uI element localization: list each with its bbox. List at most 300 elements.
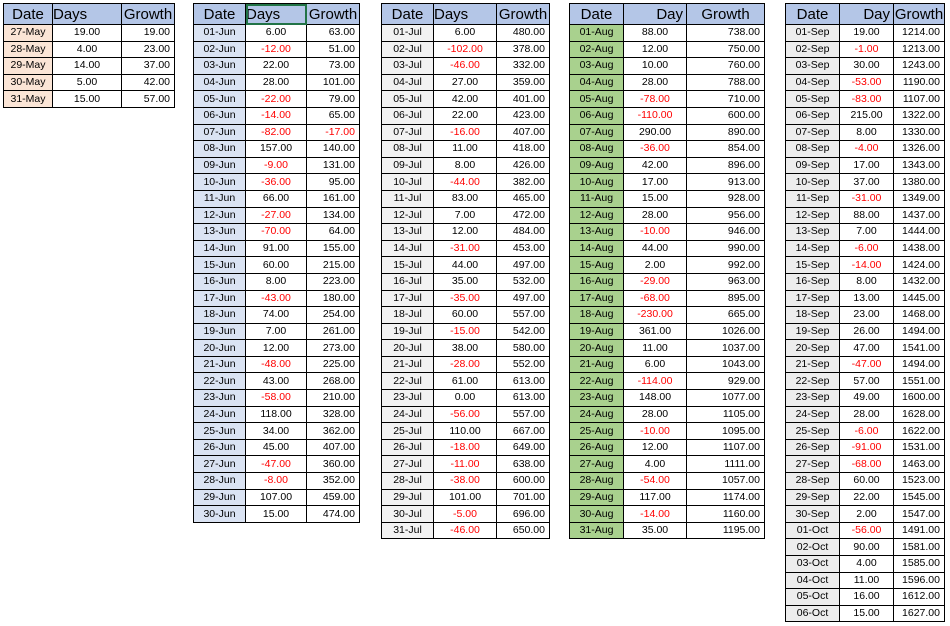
- date-cell[interactable]: 07-Sep: [786, 124, 840, 141]
- growth-cell[interactable]: 465.00: [497, 190, 550, 207]
- date-cell[interactable]: 17-Sep: [786, 290, 840, 307]
- growth-cell[interactable]: 1243.00: [894, 58, 945, 75]
- growth-cell[interactable]: 1026.00: [687, 323, 765, 340]
- date-cell[interactable]: 24-Sep: [786, 406, 840, 423]
- growth-header[interactable]: Growth: [122, 4, 175, 25]
- growth-cell[interactable]: 472.00: [497, 207, 550, 224]
- days-cell[interactable]: 6.00: [434, 25, 497, 42]
- days-cell[interactable]: -68.00: [840, 456, 894, 473]
- days-cell[interactable]: 101.00: [434, 489, 497, 506]
- growth-cell[interactable]: 1214.00: [894, 25, 945, 42]
- days-header[interactable]: Days: [246, 4, 307, 25]
- days-cell[interactable]: 44.00: [624, 240, 687, 257]
- growth-cell[interactable]: 890.00: [687, 124, 765, 141]
- date-cell[interactable]: 15-Aug: [570, 257, 624, 274]
- growth-cell[interactable]: 101.00: [307, 74, 360, 91]
- date-cell[interactable]: 27-Jul: [382, 456, 434, 473]
- days-cell[interactable]: 22.00: [434, 107, 497, 124]
- days-cell[interactable]: 28.00: [840, 406, 894, 423]
- days-cell[interactable]: -14.00: [840, 257, 894, 274]
- days-cell[interactable]: 6.00: [246, 25, 307, 42]
- days-cell[interactable]: 157.00: [246, 141, 307, 158]
- days-cell[interactable]: 60.00: [840, 473, 894, 490]
- growth-cell[interactable]: 352.00: [307, 473, 360, 490]
- growth-cell[interactable]: 453.00: [497, 240, 550, 257]
- date-cell[interactable]: 28-Sep: [786, 473, 840, 490]
- date-cell[interactable]: 20-Sep: [786, 340, 840, 357]
- date-cell[interactable]: 18-Jul: [382, 307, 434, 324]
- days-cell[interactable]: -44.00: [434, 174, 497, 191]
- growth-cell[interactable]: 1343.00: [894, 157, 945, 174]
- growth-cell[interactable]: 1380.00: [894, 174, 945, 191]
- growth-cell[interactable]: 928.00: [687, 190, 765, 207]
- growth-cell[interactable]: 1424.00: [894, 257, 945, 274]
- date-cell[interactable]: 01-Aug: [570, 25, 624, 42]
- date-cell[interactable]: 16-Jul: [382, 273, 434, 290]
- days-cell[interactable]: 7.00: [246, 323, 307, 340]
- growth-cell[interactable]: 929.00: [687, 373, 765, 390]
- growth-cell[interactable]: 1432.00: [894, 273, 945, 290]
- days-cell[interactable]: -14.00: [624, 506, 687, 523]
- days-cell[interactable]: 12.00: [434, 224, 497, 241]
- growth-cell[interactable]: 268.00: [307, 373, 360, 390]
- date-cell[interactable]: 07-Aug: [570, 124, 624, 141]
- date-cell[interactable]: 20-Jul: [382, 340, 434, 357]
- days-cell[interactable]: 90.00: [840, 539, 894, 556]
- date-cell[interactable]: 08-Sep: [786, 141, 840, 158]
- date-cell[interactable]: 21-Jun: [194, 356, 246, 373]
- days-cell[interactable]: 43.00: [246, 373, 307, 390]
- days-cell[interactable]: 15.00: [246, 506, 307, 523]
- days-cell[interactable]: 4.00: [624, 456, 687, 473]
- date-cell[interactable]: 08-Jun: [194, 141, 246, 158]
- days-header[interactable]: Days: [53, 4, 122, 25]
- days-cell[interactable]: -29.00: [624, 273, 687, 290]
- growth-cell[interactable]: 738.00: [687, 25, 765, 42]
- growth-cell[interactable]: 696.00: [497, 506, 550, 523]
- growth-cell[interactable]: 557.00: [497, 406, 550, 423]
- date-cell[interactable]: 30-Sep: [786, 506, 840, 523]
- growth-cell[interactable]: 418.00: [497, 141, 550, 158]
- date-cell[interactable]: 24-Jun: [194, 406, 246, 423]
- days-cell[interactable]: -1.00: [840, 41, 894, 58]
- growth-cell[interactable]: 1330.00: [894, 124, 945, 141]
- date-cell[interactable]: 23-Sep: [786, 390, 840, 407]
- days-cell[interactable]: 11.00: [434, 141, 497, 158]
- date-cell[interactable]: 25-Jul: [382, 423, 434, 440]
- days-cell[interactable]: 7.00: [840, 224, 894, 241]
- days-cell[interactable]: 8.00: [434, 157, 497, 174]
- days-cell[interactable]: 88.00: [840, 207, 894, 224]
- days-cell[interactable]: 6.00: [624, 356, 687, 373]
- days-cell[interactable]: -43.00: [246, 290, 307, 307]
- date-cell[interactable]: 05-Aug: [570, 91, 624, 108]
- days-cell[interactable]: 7.00: [434, 207, 497, 224]
- date-cell[interactable]: 29-Aug: [570, 489, 624, 506]
- date-cell[interactable]: 17-Aug: [570, 290, 624, 307]
- date-cell[interactable]: 31-May: [4, 91, 53, 108]
- date-cell[interactable]: 21-Jul: [382, 356, 434, 373]
- date-cell[interactable]: 11-Sep: [786, 190, 840, 207]
- growth-cell[interactable]: 580.00: [497, 340, 550, 357]
- growth-cell[interactable]: 1545.00: [894, 489, 945, 506]
- days-cell[interactable]: -48.00: [246, 356, 307, 373]
- days-cell[interactable]: 215.00: [840, 107, 894, 124]
- days-cell[interactable]: 4.00: [840, 556, 894, 573]
- date-header[interactable]: Date: [382, 4, 434, 25]
- growth-cell[interactable]: 1491.00: [894, 522, 945, 539]
- days-cell[interactable]: -15.00: [434, 323, 497, 340]
- days-cell[interactable]: -58.00: [246, 390, 307, 407]
- date-cell[interactable]: 04-Oct: [786, 572, 840, 589]
- days-cell[interactable]: 28.00: [246, 74, 307, 91]
- date-cell[interactable]: 25-Aug: [570, 423, 624, 440]
- days-cell[interactable]: -68.00: [624, 290, 687, 307]
- days-header[interactable]: Day: [624, 4, 687, 25]
- growth-cell[interactable]: 990.00: [687, 240, 765, 257]
- date-cell[interactable]: 29-Sep: [786, 489, 840, 506]
- growth-cell[interactable]: 1628.00: [894, 406, 945, 423]
- days-cell[interactable]: -35.00: [434, 290, 497, 307]
- date-cell[interactable]: 28-Aug: [570, 473, 624, 490]
- date-cell[interactable]: 22-Sep: [786, 373, 840, 390]
- date-cell[interactable]: 22-Jun: [194, 373, 246, 390]
- growth-cell[interactable]: 760.00: [687, 58, 765, 75]
- days-cell[interactable]: 16.00: [840, 589, 894, 606]
- date-cell[interactable]: 13-Aug: [570, 224, 624, 241]
- days-cell[interactable]: 14.00: [53, 58, 122, 75]
- date-cell[interactable]: 24-Jul: [382, 406, 434, 423]
- days-cell[interactable]: 0.00: [434, 390, 497, 407]
- growth-cell[interactable]: 1322.00: [894, 107, 945, 124]
- date-cell[interactable]: 17-Jun: [194, 290, 246, 307]
- days-cell[interactable]: 2.00: [840, 506, 894, 523]
- growth-cell[interactable]: 1494.00: [894, 356, 945, 373]
- growth-cell[interactable]: 1160.00: [687, 506, 765, 523]
- growth-cell[interactable]: 1622.00: [894, 423, 945, 440]
- days-cell[interactable]: 290.00: [624, 124, 687, 141]
- date-cell[interactable]: 18-Jun: [194, 307, 246, 324]
- growth-cell[interactable]: 64.00: [307, 224, 360, 241]
- date-cell[interactable]: 18-Aug: [570, 307, 624, 324]
- date-cell[interactable]: 01-Jul: [382, 25, 434, 42]
- days-cell[interactable]: 42.00: [434, 91, 497, 108]
- days-cell[interactable]: 15.00: [53, 91, 122, 108]
- date-cell[interactable]: 11-Jun: [194, 190, 246, 207]
- date-cell[interactable]: 01-Oct: [786, 522, 840, 539]
- days-cell[interactable]: -114.00: [624, 373, 687, 390]
- growth-cell[interactable]: 134.00: [307, 207, 360, 224]
- date-cell[interactable]: 04-Aug: [570, 74, 624, 91]
- growth-cell[interactable]: 328.00: [307, 406, 360, 423]
- days-cell[interactable]: -9.00: [246, 157, 307, 174]
- date-cell[interactable]: 15-Jul: [382, 257, 434, 274]
- days-cell[interactable]: 13.00: [840, 290, 894, 307]
- date-cell[interactable]: 03-Jun: [194, 58, 246, 75]
- days-cell[interactable]: 88.00: [624, 25, 687, 42]
- date-cell[interactable]: 23-Jul: [382, 390, 434, 407]
- growth-cell[interactable]: 1043.00: [687, 356, 765, 373]
- date-cell[interactable]: 10-Sep: [786, 174, 840, 191]
- date-cell[interactable]: 25-Sep: [786, 423, 840, 440]
- days-cell[interactable]: 12.00: [624, 439, 687, 456]
- days-cell[interactable]: 35.00: [624, 522, 687, 539]
- growth-cell[interactable]: 362.00: [307, 423, 360, 440]
- date-cell[interactable]: 07-Jul: [382, 124, 434, 141]
- date-cell[interactable]: 10-Aug: [570, 174, 624, 191]
- date-cell[interactable]: 09-Aug: [570, 157, 624, 174]
- days-cell[interactable]: 23.00: [840, 307, 894, 324]
- date-cell[interactable]: 03-Oct: [786, 556, 840, 573]
- date-cell[interactable]: 11-Jul: [382, 190, 434, 207]
- days-cell[interactable]: 17.00: [624, 174, 687, 191]
- date-cell[interactable]: 21-Sep: [786, 356, 840, 373]
- growth-cell[interactable]: 1581.00: [894, 539, 945, 556]
- growth-cell[interactable]: 378.00: [497, 41, 550, 58]
- days-cell[interactable]: 74.00: [246, 307, 307, 324]
- days-cell[interactable]: -56.00: [434, 406, 497, 423]
- days-cell[interactable]: 12.00: [246, 340, 307, 357]
- days-cell[interactable]: 28.00: [624, 74, 687, 91]
- growth-cell[interactable]: 1437.00: [894, 207, 945, 224]
- date-cell[interactable]: 15-Jun: [194, 257, 246, 274]
- growth-cell[interactable]: 1596.00: [894, 572, 945, 589]
- days-cell[interactable]: -12.00: [246, 41, 307, 58]
- growth-cell[interactable]: 552.00: [497, 356, 550, 373]
- date-cell[interactable]: 13-Sep: [786, 224, 840, 241]
- days-cell[interactable]: 15.00: [624, 190, 687, 207]
- days-cell[interactable]: 10.00: [624, 58, 687, 75]
- date-cell[interactable]: 03-Jul: [382, 58, 434, 75]
- days-cell[interactable]: 22.00: [840, 489, 894, 506]
- growth-cell[interactable]: 532.00: [497, 273, 550, 290]
- growth-cell[interactable]: 225.00: [307, 356, 360, 373]
- date-cell[interactable]: 24-Aug: [570, 406, 624, 423]
- growth-cell[interactable]: 649.00: [497, 439, 550, 456]
- growth-cell[interactable]: 1077.00: [687, 390, 765, 407]
- date-cell[interactable]: 10-Jun: [194, 174, 246, 191]
- date-cell[interactable]: 31-Jul: [382, 522, 434, 539]
- growth-cell[interactable]: 1585.00: [894, 556, 945, 573]
- days-cell[interactable]: -230.00: [624, 307, 687, 324]
- days-cell[interactable]: 91.00: [246, 240, 307, 257]
- days-cell[interactable]: -38.00: [434, 473, 497, 490]
- date-cell[interactable]: 12-Jun: [194, 207, 246, 224]
- days-cell[interactable]: 60.00: [434, 307, 497, 324]
- date-cell[interactable]: 06-Jun: [194, 107, 246, 124]
- growth-cell[interactable]: 963.00: [687, 273, 765, 290]
- growth-cell[interactable]: 613.00: [497, 390, 550, 407]
- days-cell[interactable]: 30.00: [840, 58, 894, 75]
- date-cell[interactable]: 06-Sep: [786, 107, 840, 124]
- date-cell[interactable]: 12-Jul: [382, 207, 434, 224]
- days-cell[interactable]: 4.00: [53, 41, 122, 58]
- growth-cell[interactable]: 19.00: [122, 25, 175, 42]
- date-cell[interactable]: 23-Aug: [570, 390, 624, 407]
- growth-cell[interactable]: 332.00: [497, 58, 550, 75]
- days-cell[interactable]: -27.00: [246, 207, 307, 224]
- days-cell[interactable]: 15.00: [840, 605, 894, 622]
- growth-cell[interactable]: 261.00: [307, 323, 360, 340]
- days-cell[interactable]: -110.00: [624, 107, 687, 124]
- growth-cell[interactable]: 37.00: [122, 58, 175, 75]
- days-cell[interactable]: -83.00: [840, 91, 894, 108]
- days-cell[interactable]: -8.00: [246, 473, 307, 490]
- days-cell[interactable]: 19.00: [53, 25, 122, 42]
- date-cell[interactable]: 05-Jul: [382, 91, 434, 108]
- date-cell[interactable]: 23-Jun: [194, 390, 246, 407]
- growth-cell[interactable]: 215.00: [307, 257, 360, 274]
- date-cell[interactable]: 30-May: [4, 74, 53, 91]
- growth-cell[interactable]: 946.00: [687, 224, 765, 241]
- date-cell[interactable]: 31-Aug: [570, 522, 624, 539]
- date-cell[interactable]: 12-Sep: [786, 207, 840, 224]
- days-cell[interactable]: 66.00: [246, 190, 307, 207]
- growth-cell[interactable]: 750.00: [687, 41, 765, 58]
- growth-cell[interactable]: 1551.00: [894, 373, 945, 390]
- growth-cell[interactable]: 992.00: [687, 257, 765, 274]
- growth-cell[interactable]: 1111.00: [687, 456, 765, 473]
- growth-cell[interactable]: 710.00: [687, 91, 765, 108]
- date-cell[interactable]: 14-Jun: [194, 240, 246, 257]
- days-cell[interactable]: -28.00: [434, 356, 497, 373]
- days-cell[interactable]: -53.00: [840, 74, 894, 91]
- growth-header[interactable]: Growth: [687, 4, 765, 25]
- date-cell[interactable]: 27-May: [4, 25, 53, 42]
- growth-cell[interactable]: 474.00: [307, 506, 360, 523]
- days-cell[interactable]: 28.00: [624, 406, 687, 423]
- date-cell[interactable]: 19-Aug: [570, 323, 624, 340]
- growth-header[interactable]: Growth: [497, 4, 550, 25]
- growth-cell[interactable]: 140.00: [307, 141, 360, 158]
- date-cell[interactable]: 07-Jun: [194, 124, 246, 141]
- growth-cell[interactable]: 1190.00: [894, 74, 945, 91]
- growth-cell[interactable]: 1438.00: [894, 240, 945, 257]
- growth-cell[interactable]: 459.00: [307, 489, 360, 506]
- growth-cell[interactable]: 95.00: [307, 174, 360, 191]
- date-cell[interactable]: 09-Sep: [786, 157, 840, 174]
- date-cell[interactable]: 04-Jun: [194, 74, 246, 91]
- growth-cell[interactable]: 896.00: [687, 157, 765, 174]
- growth-cell[interactable]: 1541.00: [894, 340, 945, 357]
- days-cell[interactable]: -5.00: [434, 506, 497, 523]
- date-cell[interactable]: 20-Aug: [570, 340, 624, 357]
- growth-cell[interactable]: 1494.00: [894, 323, 945, 340]
- days-cell[interactable]: 60.00: [246, 257, 307, 274]
- days-cell[interactable]: 117.00: [624, 489, 687, 506]
- date-cell[interactable]: 05-Sep: [786, 91, 840, 108]
- growth-cell[interactable]: 382.00: [497, 174, 550, 191]
- days-cell[interactable]: 38.00: [434, 340, 497, 357]
- date-cell[interactable]: 20-Jun: [194, 340, 246, 357]
- growth-cell[interactable]: 57.00: [122, 91, 175, 108]
- days-cell[interactable]: 27.00: [434, 74, 497, 91]
- date-cell[interactable]: 15-Sep: [786, 257, 840, 274]
- date-cell[interactable]: 26-Jul: [382, 439, 434, 456]
- growth-cell[interactable]: 542.00: [497, 323, 550, 340]
- days-cell[interactable]: 11.00: [840, 572, 894, 589]
- growth-cell[interactable]: 650.00: [497, 522, 550, 539]
- growth-cell[interactable]: 701.00: [497, 489, 550, 506]
- growth-cell[interactable]: 1600.00: [894, 390, 945, 407]
- days-cell[interactable]: -36.00: [624, 141, 687, 158]
- days-cell[interactable]: -10.00: [624, 224, 687, 241]
- days-cell[interactable]: 5.00: [53, 74, 122, 91]
- growth-cell[interactable]: 254.00: [307, 307, 360, 324]
- days-cell[interactable]: -10.00: [624, 423, 687, 440]
- date-cell[interactable]: 13-Jun: [194, 224, 246, 241]
- days-cell[interactable]: -14.00: [246, 107, 307, 124]
- date-cell[interactable]: 09-Jun: [194, 157, 246, 174]
- date-cell[interactable]: 01-Jun: [194, 25, 246, 42]
- growth-cell[interactable]: 1107.00: [894, 91, 945, 108]
- growth-header[interactable]: Growth: [894, 5, 944, 23]
- days-cell[interactable]: -18.00: [434, 439, 497, 456]
- date-cell[interactable]: 19-Sep: [786, 323, 840, 340]
- growth-cell[interactable]: 1105.00: [687, 406, 765, 423]
- growth-header[interactable]: Growth: [307, 4, 360, 25]
- date-cell[interactable]: 06-Oct: [786, 605, 840, 622]
- date-header[interactable]: Date: [194, 4, 246, 25]
- date-cell[interactable]: 27-Jun: [194, 456, 246, 473]
- days-cell[interactable]: 35.00: [434, 273, 497, 290]
- growth-cell[interactable]: 1195.00: [687, 522, 765, 539]
- days-cell[interactable]: 8.00: [840, 273, 894, 290]
- days-cell[interactable]: 2.00: [624, 257, 687, 274]
- date-cell[interactable]: 16-Aug: [570, 273, 624, 290]
- growth-cell[interactable]: 63.00: [307, 25, 360, 42]
- days-cell[interactable]: 11.00: [624, 340, 687, 357]
- date-cell[interactable]: 04-Sep: [786, 74, 840, 91]
- days-cell[interactable]: -46.00: [434, 522, 497, 539]
- growth-cell[interactable]: 360.00: [307, 456, 360, 473]
- date-cell[interactable]: 02-Aug: [570, 41, 624, 58]
- growth-cell[interactable]: 155.00: [307, 240, 360, 257]
- date-cell[interactable]: 12-Aug: [570, 207, 624, 224]
- growth-cell[interactable]: 667.00: [497, 423, 550, 440]
- growth-cell[interactable]: 223.00: [307, 273, 360, 290]
- growth-cell[interactable]: 407.00: [497, 124, 550, 141]
- growth-cell[interactable]: 1349.00: [894, 190, 945, 207]
- days-cell[interactable]: 110.00: [434, 423, 497, 440]
- days-cell[interactable]: -70.00: [246, 224, 307, 241]
- days-cell[interactable]: -78.00: [624, 91, 687, 108]
- date-header[interactable]: Date: [4, 4, 53, 25]
- days-cell[interactable]: 61.00: [434, 373, 497, 390]
- days-cell[interactable]: 37.00: [840, 174, 894, 191]
- growth-cell[interactable]: 1468.00: [894, 307, 945, 324]
- growth-cell[interactable]: 895.00: [687, 290, 765, 307]
- date-cell[interactable]: 18-Sep: [786, 307, 840, 324]
- growth-cell[interactable]: 788.00: [687, 74, 765, 91]
- date-cell[interactable]: 30-Aug: [570, 506, 624, 523]
- growth-cell[interactable]: 1057.00: [687, 473, 765, 490]
- date-cell[interactable]: 29-Jun: [194, 489, 246, 506]
- days-cell[interactable]: -6.00: [840, 423, 894, 440]
- date-cell[interactable]: 02-Sep: [786, 41, 840, 58]
- growth-cell[interactable]: 484.00: [497, 224, 550, 241]
- days-cell[interactable]: 17.00: [840, 157, 894, 174]
- growth-cell[interactable]: 1174.00: [687, 489, 765, 506]
- days-cell[interactable]: 45.00: [246, 439, 307, 456]
- growth-cell[interactable]: 1326.00: [894, 141, 945, 158]
- date-cell[interactable]: 27-Sep: [786, 456, 840, 473]
- growth-cell[interactable]: 613.00: [497, 373, 550, 390]
- days-cell[interactable]: -36.00: [246, 174, 307, 191]
- growth-cell[interactable]: 180.00: [307, 290, 360, 307]
- days-cell[interactable]: 22.00: [246, 58, 307, 75]
- date-cell[interactable]: 28-Jun: [194, 473, 246, 490]
